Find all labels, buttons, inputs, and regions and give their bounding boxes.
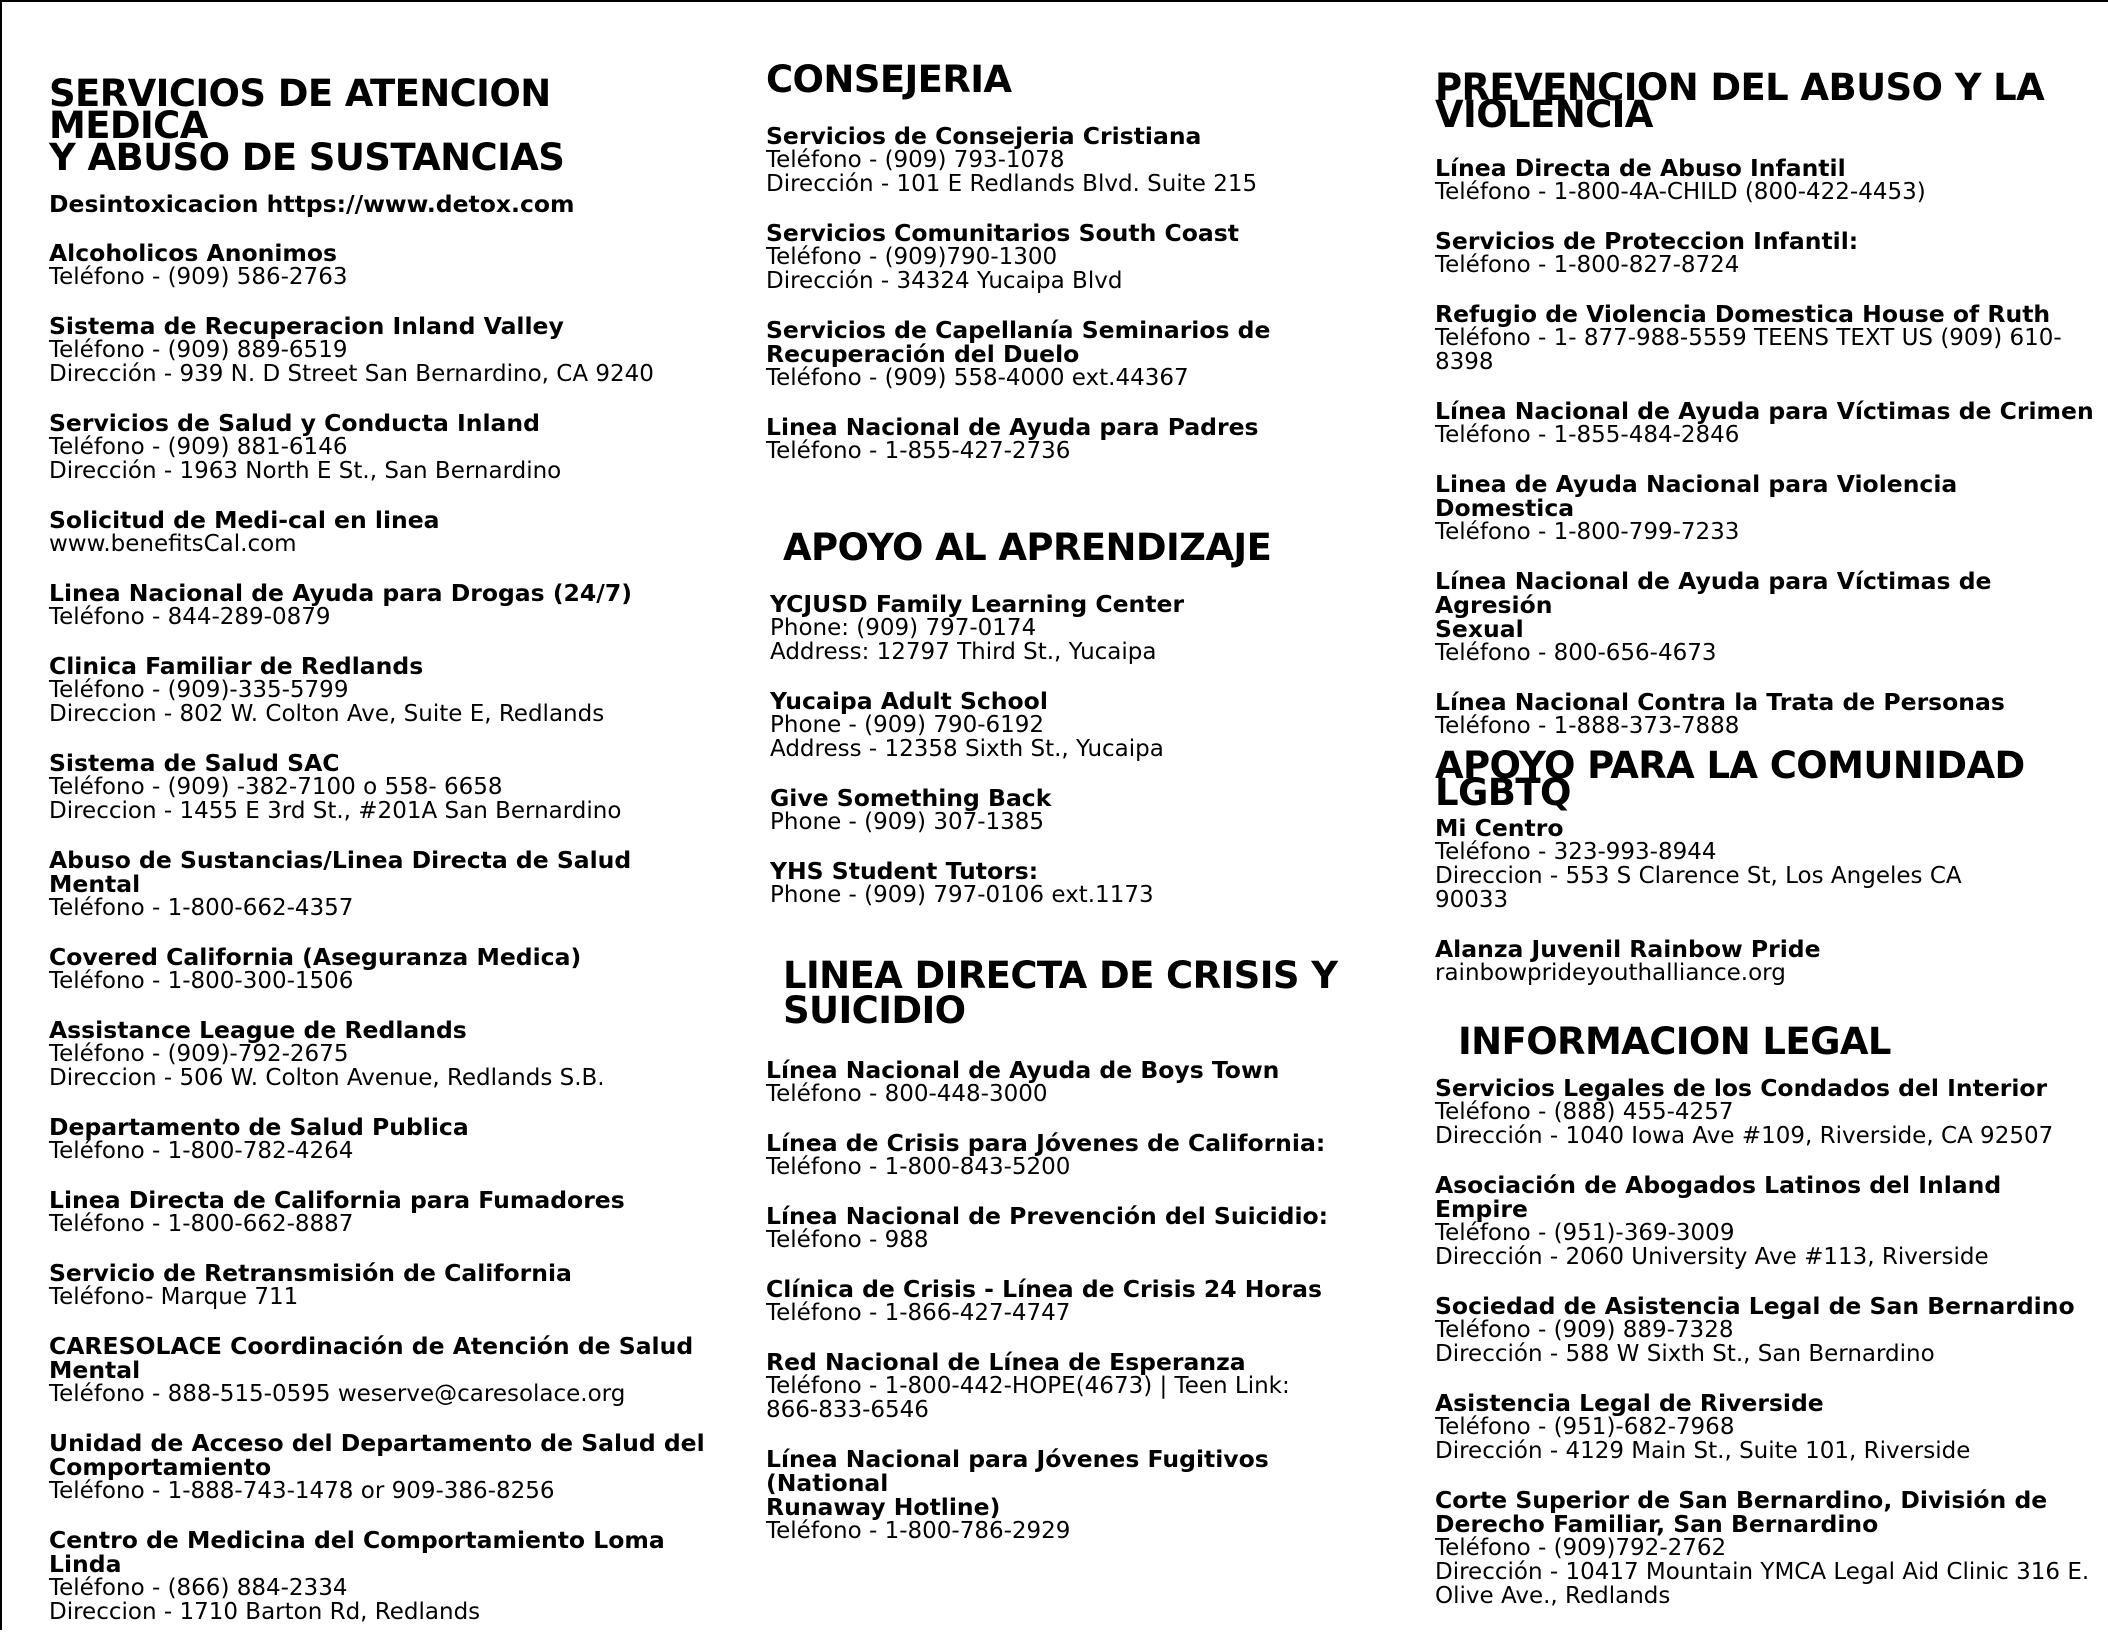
resource-name: Linea Nacional de Ayuda para Drogas (24/7) [49, 579, 632, 607]
resource-name: Línea Directa de Abuso Infantil [1435, 154, 1846, 182]
resource-entry [1435, 229, 2095, 277]
resource-entry [49, 1261, 709, 1309]
resource-name: Servicios Comunitarios South Coast [766, 219, 1239, 247]
resource-detail: Teléfono- Marque 711 [49, 1284, 299, 1310]
resource-detail: Dirección - 101 E Redlands Blvd. Suite 215 [766, 171, 1258, 197]
resource-detail: Teléfono - 1-800-442-HOPE(4673) | Teen Link: 866-833-6546 [766, 1373, 1290, 1423]
resource-detail: Teléfono - (909)792-2762 [1435, 1535, 1727, 1561]
resource-name: Abuso de Sustancias/Linea Directa de Salud Mental [49, 846, 632, 898]
entry-list [766, 1058, 1366, 1543]
resource-name: Línea de Crisis para Jóvenes de California: [766, 1129, 1326, 1157]
resource-detail: Teléfono - (909)-792-2675 [49, 1041, 349, 1067]
resource-entry [49, 1334, 709, 1406]
resource-detail: Teléfono - (951)-369-3009 [1435, 1220, 1735, 1246]
resource-detail: Phone - (909) 790-6192 [770, 712, 1045, 738]
resource-name: Línea Nacional de Ayuda de Boys Town [766, 1056, 1280, 1084]
resource-detail: Teléfono - 1-855-484-2846 [1435, 422, 1740, 448]
resource-name: Asociación de Abogados Latinos del Inland Empire [1435, 1171, 2002, 1223]
resource-detail: Direccion - 553 S Clarence St, Los Angeles CA 90033 [1435, 863, 1962, 913]
resource-detail: Teléfono - 888-515-0595 weserve@caresolace.org [49, 1381, 626, 1407]
resource-name: Linea Nacional de Ayuda para Padres [766, 413, 1259, 441]
entry-list [1435, 156, 2095, 738]
resource-detail: Teléfono - 1-800-799-7233 [1435, 519, 1740, 545]
resource-detail: Teléfono - 1-866-427-4747 [766, 1300, 1071, 1326]
resource-name: Departamento de Salud Publica [49, 1113, 469, 1141]
resource-name: Servicios Legales de los Condados del Interior [1435, 1074, 2048, 1102]
resource-entry [766, 318, 1366, 390]
resource-entry [766, 221, 1366, 293]
resource-detail: Teléfono - (866) 884-2334 [49, 1575, 348, 1601]
resource-entry [766, 1131, 1366, 1179]
resource-detail: Teléfono - (909) 558-4000 ext.44367 [766, 365, 1189, 391]
resource-entry [1435, 1076, 2100, 1148]
entry-list [770, 592, 1370, 907]
entry-list [1435, 816, 2095, 985]
resource-detail: Teléfono - (888) 455-4257 [1435, 1099, 1734, 1125]
resource-detail: Phone - (909) 797-0106 ext.1173 [770, 882, 1154, 908]
resource-name: Línea Nacional para Jóvenes Fugitivos (National Runaway Hotline) [766, 1445, 1269, 1521]
resource-entry [770, 689, 1370, 761]
resource-name: Mi Centro [1435, 814, 1564, 842]
resource-detail: Teléfono - (951)-682-7968 [1435, 1414, 1735, 1440]
resource-entry [1435, 302, 2095, 374]
resource-detail: Teléfono - (909)790-1300 [766, 244, 1058, 270]
resource-entry [49, 1115, 709, 1163]
resource-detail: Teléfono - (909) 889-7328 [1435, 1317, 1734, 1343]
section-title-medical: SERVICIOS DE ATENCION MEDICA Y ABUSO DE SUSTANCIAS [49, 72, 565, 179]
resource-name: Línea Nacional de Ayuda para Víctimas de Crimen [1435, 397, 2094, 425]
resource-detail: Dirección - 588 W Sixth St., San Bernardino [1435, 1341, 1935, 1367]
resource-entry [1435, 690, 2095, 738]
resource-detail: Direccion - 1455 E 3rd St., #201A San Bernardino [49, 798, 622, 824]
section-crisis [783, 954, 1383, 1048]
resource-entry [766, 1350, 1366, 1422]
resource-name: Línea Nacional de Ayuda para Víctimas de Agresión Sexual [1435, 567, 1992, 643]
resource-entry [49, 1018, 709, 1090]
section-title-abuso: PREVENCION DEL ABUSO Y LA VIOLENCIA [1435, 66, 2045, 136]
resource-entry [766, 124, 1366, 196]
resource-detail: www.benefitsCal.com [49, 531, 297, 557]
resource-name: YCJUSD Family Learning Center [770, 590, 1185, 618]
resource-name: Sistema de Salud SAC [49, 749, 340, 777]
resource-detail: Teléfono - 1-800-786-2929 [766, 1518, 1071, 1544]
resource-detail: Teléfono - (909) 889-6519 [49, 337, 348, 363]
resource-entry [770, 592, 1370, 664]
resource-name: Servicios de Capellanía Seminarios de Recuperación del Duelo [766, 316, 1271, 368]
resource-name: Servicios de Salud y Conducta Inland [49, 409, 540, 437]
resource-entry [49, 314, 709, 386]
resource-entry [49, 241, 709, 289]
section-title-consejeria: CONSEJERIA [766, 58, 1012, 101]
resource-detail: Teléfono - 323-993-8944 [1435, 839, 1717, 865]
resource-detail: Teléfono - (909) -382-7100 o 558- 6658 [49, 774, 503, 800]
resource-name: CARESOLACE Coordinación de Atención de Salud Mental [49, 1332, 694, 1384]
resource-detail: Teléfono - 1-800-827-8724 [1435, 252, 1740, 278]
section-lgbtq [1435, 744, 2095, 1010]
resource-detail: Dirección - 1040 Iowa Ave #109, Riverside, CA 92507 [1435, 1123, 2054, 1149]
resource-name: YHS Student Tutors: [770, 857, 1039, 885]
section-title-aprendizaje: APOYO AL APRENDIZAJE [783, 526, 1272, 569]
section-title-crisis: LINEA DIRECTA DE CRISIS Y SUICIDIO [783, 954, 1338, 1032]
resource-entry [1435, 472, 2095, 544]
resource-entry [1435, 937, 2095, 985]
resource-detail: Teléfono - 1-888-373-7888 [1435, 713, 1740, 739]
resource-detail: Dirección - 1963 North E St., San Bernardino [49, 458, 562, 484]
resource-name: Clínica de Crisis - Línea de Crisis 24 Horas [766, 1275, 1323, 1303]
resource-detail: Teléfono - 1-800-4A-CHILD (800-422-4453) [1435, 179, 1926, 205]
resource-detail: Dirección - 939 N. D Street San Bernardino, CA 9240 [49, 361, 654, 387]
resource-entry [49, 581, 709, 629]
resource-detail: Dirección - 2060 University Ave #113, Riverside [1435, 1244, 1989, 1270]
resource-entry [1435, 569, 2095, 665]
resource-name: Unidad de Acceso del Departamento de Salud del Comportamiento [49, 1429, 705, 1481]
resource-detail: Teléfono - 988 [766, 1227, 929, 1253]
resource-detail: Teléfono - (909) 586-2763 [49, 264, 348, 290]
resource-entry [49, 654, 709, 726]
resource-entry [1435, 1391, 2100, 1463]
section-abuso [1435, 66, 2095, 763]
resource-entry [1435, 1488, 2100, 1608]
section-aprendizaje-entries [770, 592, 1370, 932]
resource-name: Covered California (Aseguranza Medica) [49, 943, 582, 971]
resource-entry [766, 1277, 1366, 1325]
resource-detail: Direccion - 506 W. Colton Avenue, Redlands S.B. [49, 1065, 605, 1091]
resource-entry [49, 1188, 709, 1236]
resource-detail: Teléfono - 1-800-662-4357 [49, 895, 354, 921]
resource-name: Clinica Familiar de Redlands [49, 652, 424, 680]
resource-name: Asistencia Legal de Riverside [1435, 1389, 1824, 1417]
resource-detail: Teléfono - (909)-335-5799 [49, 677, 349, 703]
resource-name: Desintoxicacion https://www.detox.com [49, 190, 575, 218]
resource-name: Corte Superior de San Bernardino, División de Derecho Familiar, San Bernardino [1435, 1486, 2048, 1538]
resource-detail: Phone - (909) 307-1385 [770, 809, 1045, 835]
section-medical [49, 72, 709, 1649]
resource-entry [766, 1058, 1366, 1106]
resource-detail: Direccion - 1710 Barton Rd, Redlands [49, 1599, 481, 1625]
resource-detail: Teléfono - 800-448-3000 [766, 1081, 1048, 1107]
resource-detail: Teléfono - 1-888-743-1478 or 909-386-8256 [49, 1478, 555, 1504]
resource-entry [49, 1431, 709, 1503]
resource-detail: Teléfono - 1-800-782-4264 [49, 1138, 354, 1164]
resource-name: Yucaipa Adult School [770, 687, 1048, 715]
resource-entry [1435, 399, 2095, 447]
resource-detail: Teléfono - 844-289-0879 [49, 604, 331, 630]
resource-name: Centro de Medicina del Comportamiento Loma Linda [49, 1526, 665, 1578]
resource-detail: Dirección - 4129 Main St., Suite 101, Riverside [1435, 1438, 1971, 1464]
resource-name: Solicitud de Medi-cal en linea [49, 506, 440, 534]
resource-entry [770, 786, 1370, 834]
resource-detail: Teléfono - 1-800-300-1506 [49, 968, 354, 994]
section-legal [1458, 1020, 2098, 1078]
entry-list [1435, 1076, 2100, 1608]
resource-detail: Teléfono - (909) 793-1078 [766, 147, 1065, 173]
resource-entry [766, 1447, 1366, 1543]
resource-name: Alcoholicos Anonimos [49, 239, 338, 267]
resource-name: Alanza Juvenil Rainbow Pride [1435, 935, 1821, 963]
resource-name: Servicios de Consejeria Cristiana [766, 122, 1202, 150]
resource-detail: Teléfono - 800-656-4673 [1435, 640, 1717, 666]
section-title-lgbtq: APOYO PARA LA COMUNIDAD LGBTQ [1435, 744, 2025, 814]
resource-name: Línea Nacional Contra la Trata de Personas [1435, 688, 2005, 716]
resource-name: Give Something Back [770, 784, 1052, 812]
resource-name: Red Nacional de Línea de Esperanza [766, 1348, 1246, 1376]
entry-list [49, 192, 709, 1624]
resource-detail: Dirección - 34324 Yucaipa Blvd [766, 268, 1123, 294]
resource-detail: Phone: (909) 797-0174 [770, 615, 1037, 641]
resource-entry [49, 411, 709, 483]
resource-name: Assistance League de Redlands [49, 1016, 467, 1044]
resource-detail: Teléfono - 1- 877-988-5559 TEENS TEXT US (909) 610- 8398 [1435, 325, 2062, 375]
resource-entry [1435, 1173, 2100, 1269]
section-consejeria [766, 58, 1366, 488]
resource-entry [766, 1204, 1366, 1252]
resource-name: Sociedad de Asistencia Legal de San Bernardino [1435, 1292, 2075, 1320]
section-crisis-entries [766, 1058, 1366, 1568]
resource-entry [1435, 156, 2095, 204]
resource-name: Linea de Ayuda Nacional para Violencia Domestica [1435, 470, 1958, 522]
entry-list [766, 124, 1366, 463]
resource-name: Sistema de Recuperacion Inland Valley [49, 312, 564, 340]
resource-detail: Address - 12358 Sixth St., Yucaipa [770, 736, 1164, 762]
resource-entry [1435, 816, 2095, 912]
resource-name: Servicio de Retransmisión de California [49, 1259, 572, 1287]
resource-name: Linea Directa de California para Fumadores [49, 1186, 625, 1214]
resource-name: Servicios de Proteccion Infantil: [1435, 227, 1859, 255]
resource-detail: Direccion - 802 W. Colton Ave, Suite E, Redlands [49, 701, 605, 727]
resource-entry [49, 1528, 709, 1624]
section-aprendizaje [783, 526, 1383, 588]
resource-name: Línea Nacional de Prevención del Suicidio: [766, 1202, 1329, 1230]
resource-entry [49, 945, 709, 993]
resource-detail: Address: 12797 Third St., Yucaipa [770, 639, 1157, 665]
resource-entry [1435, 1294, 2100, 1366]
resource-detail: Teléfono - 1-800-662-8887 [49, 1211, 354, 1237]
resource-detail: rainbowprideyouthalliance.org [1435, 960, 1786, 986]
resource-entry [49, 848, 709, 920]
resource-detail: Teléfono - 1-855-427-2736 [766, 438, 1071, 464]
section-title-legal: INFORMACION LEGAL [1458, 1020, 1891, 1063]
resource-detail: Teléfono - (909) 881-6146 [49, 434, 348, 460]
resource-entry [49, 751, 709, 823]
resource-entry [49, 192, 709, 216]
resource-entry [770, 859, 1370, 907]
resource-entry [49, 508, 709, 556]
resource-detail: Dirección - 10417 Mountain YMCA Legal Aid Clinic 316 E. Olive Ave., Redlands [1435, 1559, 2090, 1609]
resource-entry [766, 415, 1366, 463]
section-legal-entries [1435, 1076, 2100, 1633]
resource-name: Refugio de Violencia Domestica House of Ruth [1435, 300, 2051, 328]
resource-detail: Teléfono - 1-800-843-5200 [766, 1154, 1071, 1180]
